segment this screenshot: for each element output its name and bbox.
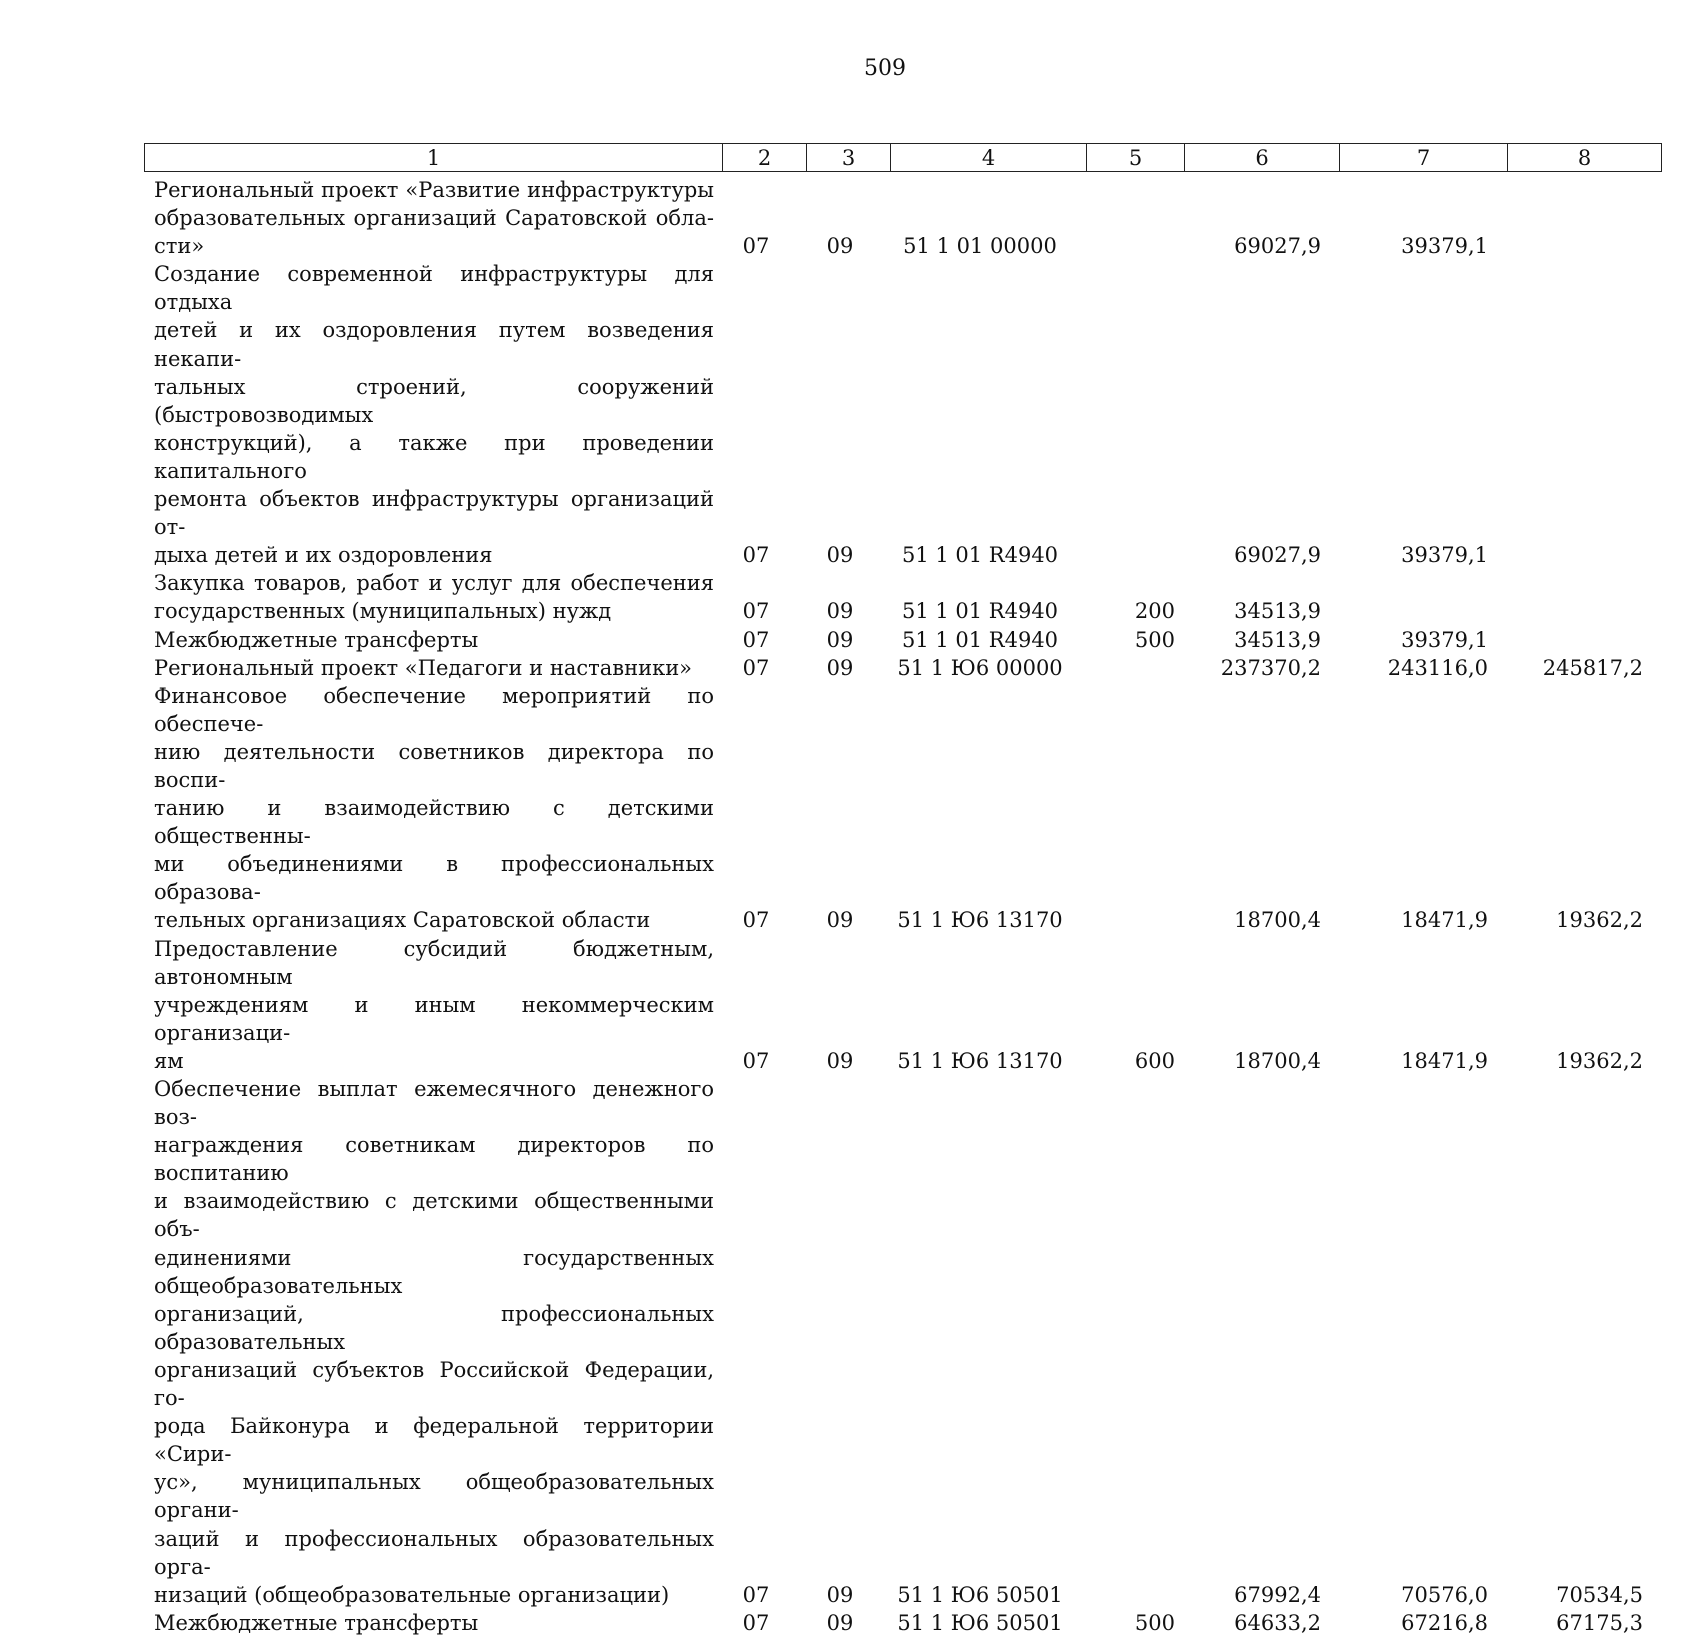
description-line: Обеспечение выплат ежемесячного денежного воз- — [154, 1077, 714, 1130]
table-row — [144, 260, 1664, 569]
description-line: организаций субъектов Российской Федерации, го- — [154, 1357, 714, 1411]
description-line: ремонта объектов инфраструктуры организаций от- — [154, 487, 714, 540]
amount-col-8: 245817,2 — [1542, 655, 1643, 680]
description-line: единениями государственных общеобразовательных — [154, 1245, 714, 1298]
description-line: ус», муниципальных общеобразовательных органи- — [154, 1470, 714, 1523]
amount-col-7: 18471,9 — [1401, 908, 1488, 933]
description-line: Финансовое обеспечение мероприятий по обеспече- — [154, 683, 714, 736]
expense-type-code: 500 — [1134, 627, 1175, 652]
expense-type-code: 200 — [1134, 599, 1175, 624]
column-header-table — [144, 143, 1662, 172]
subsection-code: 09 — [826, 627, 854, 652]
description-line: Предоставление субсидий бюджетным, автономным — [154, 936, 714, 989]
subsection-code: 09 — [826, 908, 854, 933]
amount-col-6: 18700,4 — [1234, 1048, 1321, 1073]
section-code: 07 — [742, 234, 770, 259]
expense-type-code: 600 — [1134, 1048, 1175, 1073]
amount-col-7: 243116,0 — [1387, 655, 1488, 680]
target-article-code: 51 1 01 R4940 — [901, 627, 1059, 652]
row-description — [144, 682, 714, 935]
description-line: Региональный проект «Педагоги и наставники» — [154, 655, 693, 680]
description-line: танию и взаимодействию с детскими общественны- — [154, 796, 714, 849]
description-line: Региональный проект «Развитие инфраструктуры — [154, 178, 714, 202]
amount-col-7: 39379,1 — [1401, 627, 1488, 652]
column-header: 8 — [1508, 144, 1662, 172]
target-article-code: 51 1 Ю6 50501 — [897, 1582, 1063, 1607]
subsection-code: 09 — [826, 1048, 854, 1073]
section-code: 07 — [742, 655, 770, 680]
expense-type-code: 500 — [1134, 1610, 1175, 1635]
column-header: 7 — [1340, 144, 1508, 172]
column-header-row — [145, 144, 1662, 172]
column-header: 2 — [723, 144, 807, 172]
table-row — [144, 935, 1664, 1075]
table-row — [144, 1609, 1664, 1637]
amount-col-7: 18471,9 — [1401, 1048, 1488, 1073]
target-article-code: 51 1 Ю6 13170 — [897, 1048, 1063, 1073]
amount-col-7: 39379,1 — [1401, 234, 1488, 259]
description-line: дыха детей и их оздоровления — [154, 543, 493, 568]
amount-col-8: 70534,5 — [1556, 1582, 1643, 1607]
description-line: конструкций), а также при проведении капитального — [154, 430, 714, 483]
description-line: тальных строений, сооружений (быстровозводимых — [154, 374, 714, 427]
subsection-code: 09 — [826, 234, 854, 259]
row-description — [144, 569, 714, 625]
description-line: образовательных организаций Саратовской обла- — [154, 206, 714, 231]
row-description — [144, 260, 714, 569]
row-description — [144, 1075, 714, 1609]
column-header: 4 — [891, 144, 1087, 172]
description-line: Межбюджетные трансферты — [154, 1610, 479, 1635]
table-row — [144, 1075, 1664, 1609]
target-article-code: 51 1 01 R4940 — [901, 599, 1059, 624]
section-code: 07 — [742, 1048, 770, 1073]
section-code: 07 — [742, 543, 770, 568]
amount-col-6: 64633,2 — [1234, 1610, 1321, 1635]
description-line: и взаимодействию с детскими общественными объ- — [154, 1189, 714, 1242]
amount-col-6: 67992,4 — [1234, 1582, 1321, 1607]
table-row — [144, 569, 1664, 625]
subsection-code: 09 — [826, 1610, 854, 1635]
description-line: учреждениям и иным некоммерческим организаци- — [154, 992, 714, 1045]
row-description — [144, 935, 714, 1075]
table-row — [144, 626, 1664, 654]
amount-col-8: 19362,2 — [1556, 1048, 1643, 1073]
row-description — [144, 176, 714, 260]
section-code: 07 — [742, 599, 770, 624]
section-code: 07 — [742, 1582, 770, 1607]
description-line: Создание современной инфраструктуры для отдыха — [154, 262, 714, 315]
page-number: 509 — [864, 56, 906, 81]
amount-col-6: 69027,9 — [1234, 543, 1321, 568]
target-article-code: 51 1 Ю6 00000 — [897, 655, 1063, 680]
target-article-code: 51 1 Ю6 50501 — [897, 1610, 1063, 1635]
description-line: ям — [154, 1048, 184, 1073]
table-row — [144, 654, 1664, 682]
column-header: 1 — [145, 144, 723, 172]
description-line: государственных (муниципальных) нужд — [154, 599, 612, 624]
amount-col-8: 67175,3 — [1556, 1610, 1643, 1635]
target-article-code: 51 1 Ю6 13170 — [897, 908, 1063, 933]
amount-col-6: 34513,9 — [1234, 599, 1321, 624]
section-code: 07 — [742, 1610, 770, 1635]
subsection-code: 09 — [826, 543, 854, 568]
amount-col-6: 69027,9 — [1234, 234, 1321, 259]
description-line: тельных организациях Саратовской области — [154, 908, 651, 933]
amount-col-7: 70576,0 — [1401, 1582, 1488, 1607]
row-description — [144, 626, 714, 654]
amount-col-6: 34513,9 — [1234, 627, 1321, 652]
amount-col-7: 39379,1 — [1401, 543, 1488, 568]
budget-table-body — [144, 176, 1664, 1637]
amount-col-8: 19362,2 — [1556, 908, 1643, 933]
target-article-code: 51 1 01 00000 — [903, 234, 1057, 259]
description-line: рода Байконура и федеральной территории «Сири- — [154, 1414, 714, 1467]
description-line: Межбюджетные трансферты — [154, 627, 479, 652]
row-description — [144, 654, 714, 682]
column-header: 6 — [1185, 144, 1340, 172]
section-code: 07 — [742, 627, 770, 652]
description-line: организаций, профессиональных образовательных — [154, 1301, 714, 1354]
table-row — [144, 176, 1664, 260]
description-line: низаций (общеобразовательные организации) — [154, 1582, 670, 1607]
description-line: Закупка товаров, работ и услуг для обеспечения — [154, 571, 714, 596]
amount-col-6: 237370,2 — [1220, 655, 1321, 680]
column-header: 5 — [1087, 144, 1185, 172]
row-description — [144, 1609, 714, 1637]
description-line: заций и профессиональных образовательных орга- — [154, 1526, 714, 1579]
target-article-code: 51 1 01 R4940 — [901, 543, 1059, 568]
amount-col-7: 67216,8 — [1401, 1610, 1488, 1635]
description-line: нию деятельности советников директора по воспи- — [154, 739, 714, 792]
subsection-code: 09 — [826, 1582, 854, 1607]
section-code: 07 — [742, 908, 770, 933]
subsection-code: 09 — [826, 655, 854, 680]
description-line: сти» — [154, 234, 205, 259]
column-header: 3 — [807, 144, 891, 172]
description-line: детей и их оздоровления путем возведения некапи- — [154, 318, 714, 371]
amount-col-6: 18700,4 — [1234, 908, 1321, 933]
description-line: ми объединениями в профессиональных образова- — [154, 852, 714, 905]
subsection-code: 09 — [826, 599, 854, 624]
table-row — [144, 682, 1664, 935]
description-line: награждения советникам директоров по воспитанию — [154, 1133, 714, 1186]
